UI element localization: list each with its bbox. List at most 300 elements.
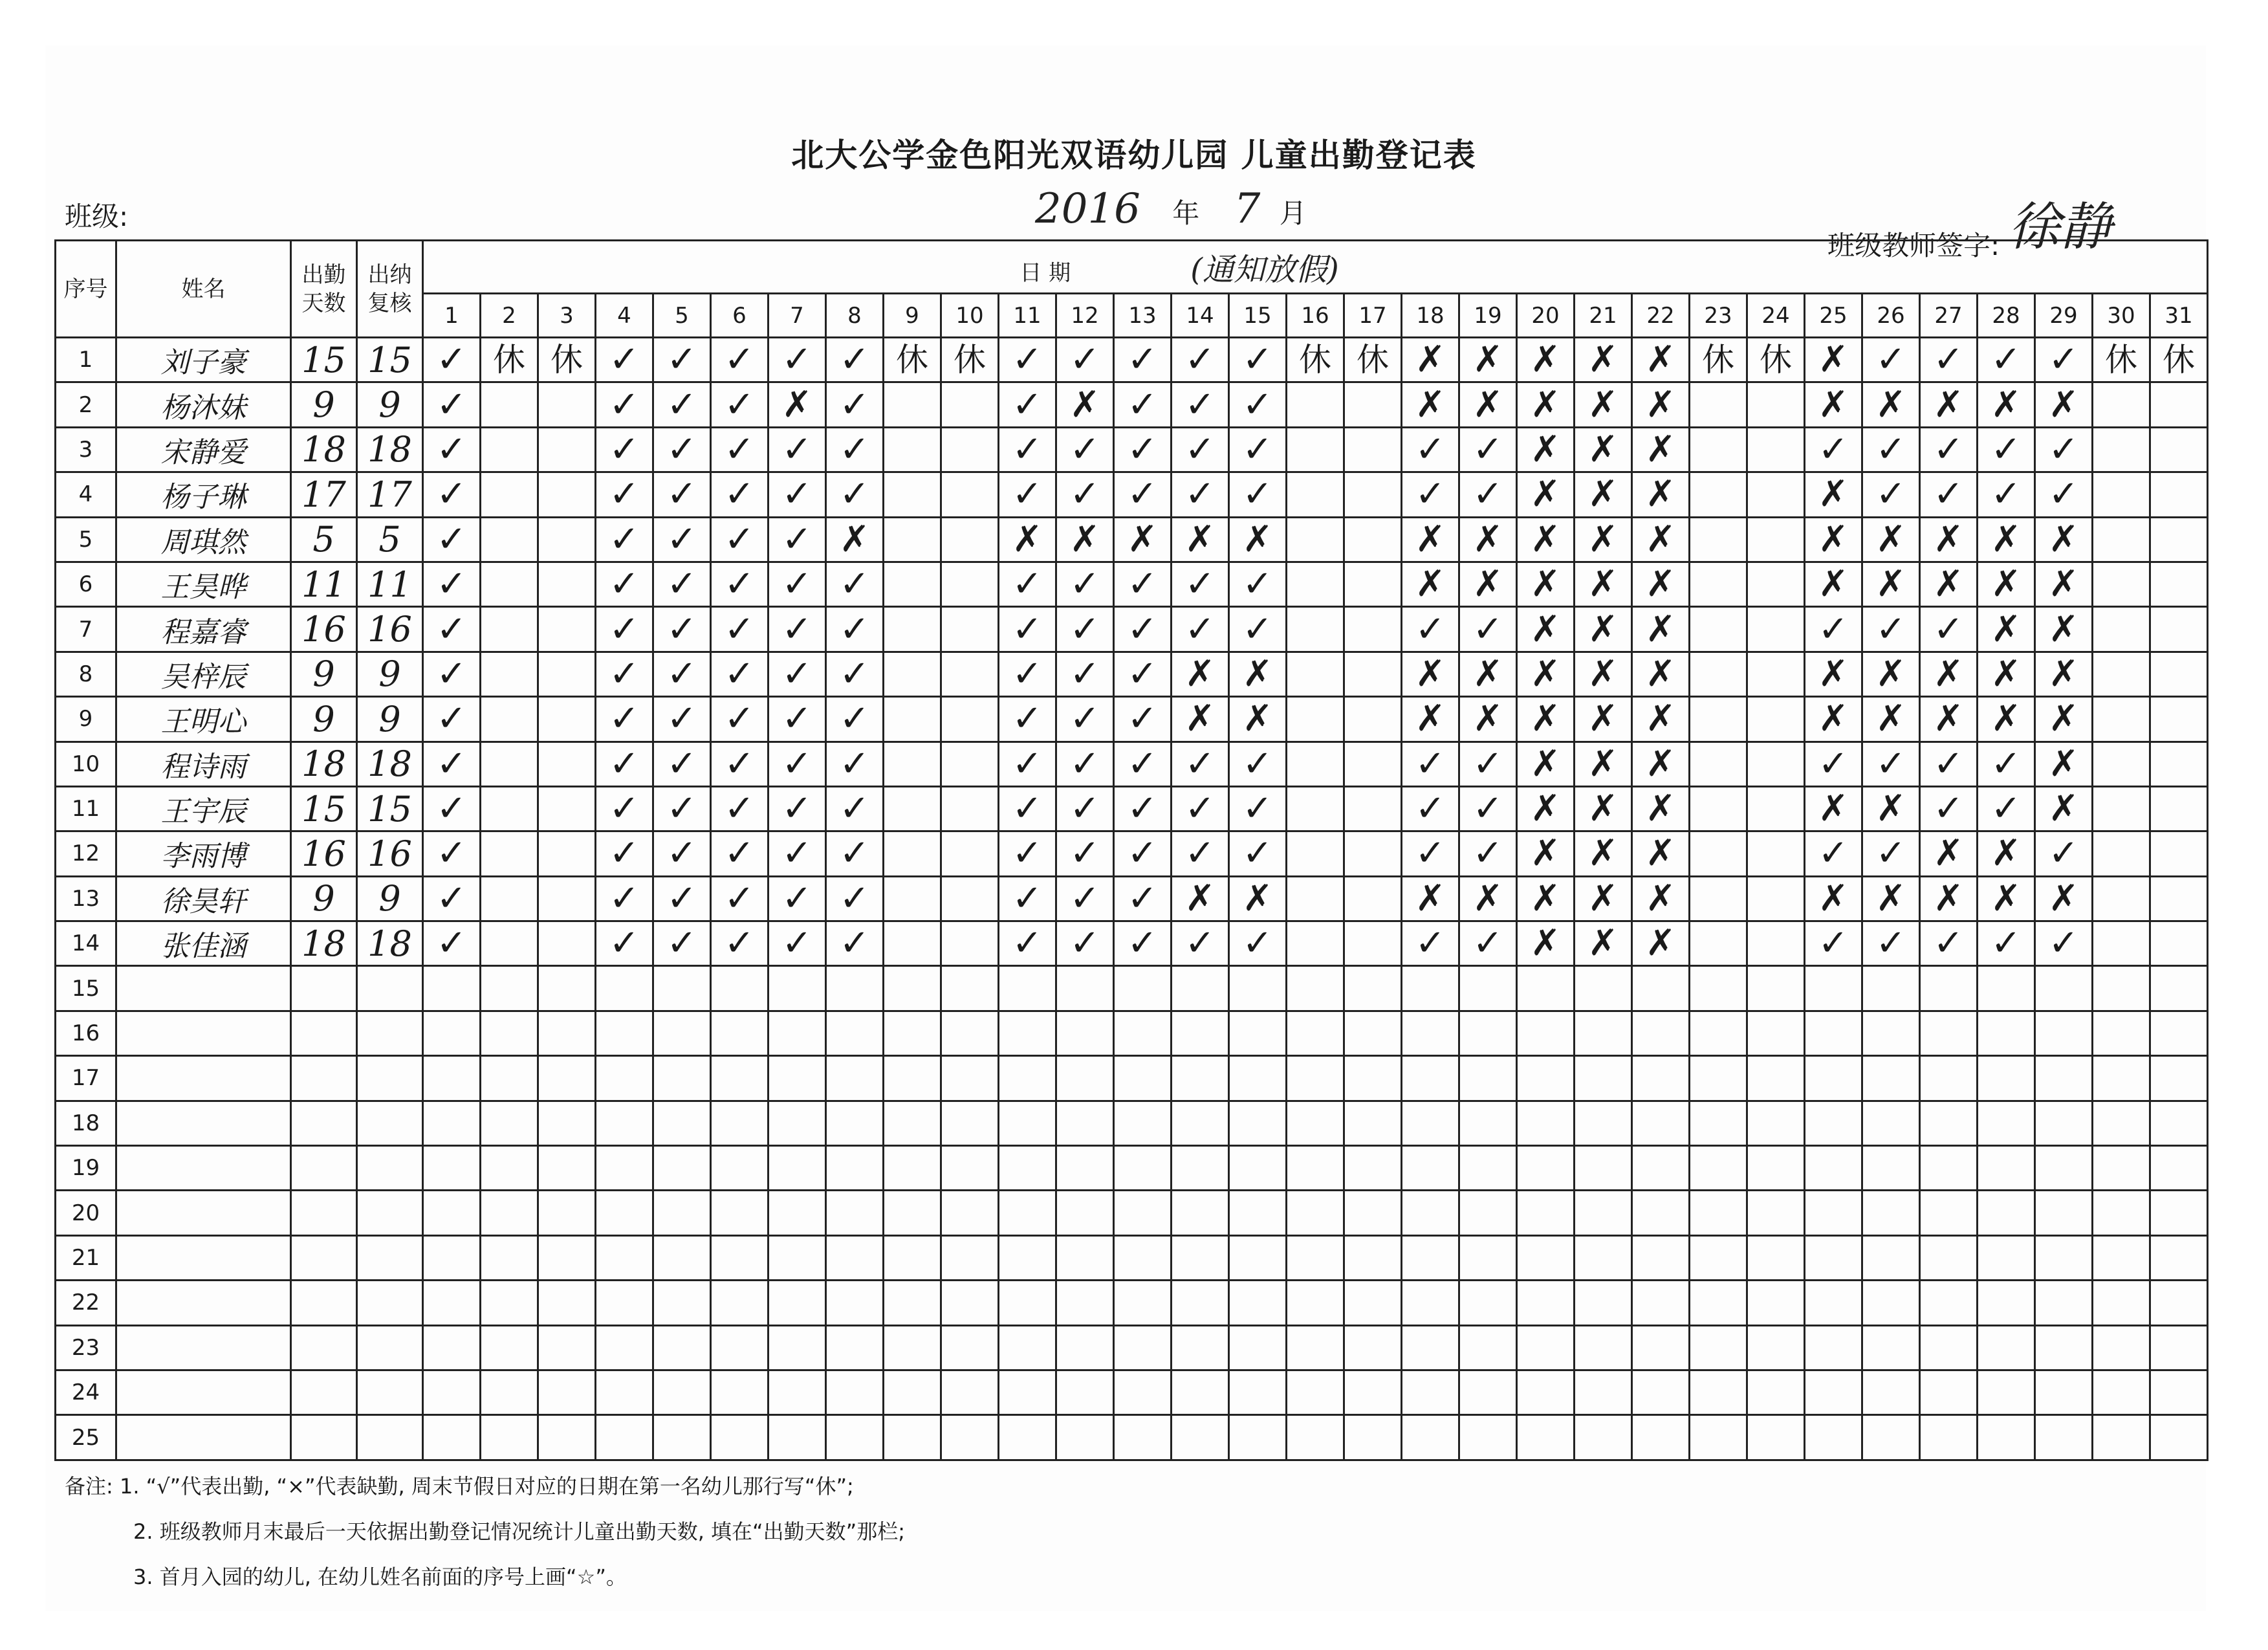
attendance-cell: ✓ (1229, 382, 1287, 427)
attendance-cell (1229, 1370, 1287, 1414)
attendance-cell: ✗ (1402, 652, 1459, 696)
row-number: 12 (56, 831, 116, 876)
attendance-cell: ✗ (1229, 697, 1287, 742)
attendance-cell: ✓ (423, 427, 481, 472)
attendance-cell (1920, 1011, 1978, 1055)
attendance-cell (538, 831, 596, 876)
attendance-cell: ✓ (711, 786, 769, 831)
attendance-cell: ✓ (1056, 921, 1114, 966)
attendance-cell: ✓ (711, 921, 769, 966)
child-name: 宋静爱 (116, 427, 291, 472)
attendance-cell (941, 831, 999, 876)
attendance-cell (596, 1281, 653, 1325)
child-name: 王昊晔 (116, 562, 291, 606)
attendance-cell: ✓ (1862, 831, 1920, 876)
attendance-cell: ✓ (1056, 427, 1114, 472)
attendance-cell (1402, 1325, 1459, 1370)
attendance-cell: ✓ (1172, 382, 1229, 427)
row-number: 2 (56, 382, 116, 427)
attendance-cell: ✓ (769, 697, 826, 742)
attendance-cell: ✓ (1056, 831, 1114, 876)
attendance-cell (538, 921, 596, 966)
attendance-cell (2150, 1415, 2208, 1460)
day-header-15: 15 (1229, 294, 1287, 338)
attendance-cell: 休 (538, 338, 596, 382)
attendance-cell: ✗ (1632, 382, 1690, 427)
attendance-cell (1287, 382, 1344, 427)
table-row (56, 1011, 2208, 1055)
attendance-cell (2093, 472, 2150, 517)
attendance-cell: ✓ (423, 831, 481, 876)
attendance-cell: ✓ (423, 921, 481, 966)
attendance-cell (1402, 1235, 1459, 1280)
attendance-cell: ✓ (1056, 876, 1114, 921)
table-row (56, 831, 2208, 876)
attendance-cell: ✓ (1114, 472, 1172, 517)
note-1: 备注: 1. “√”代表出勤, “×”代表缺勤, 周末节假日对应的日期在第一名幼儿那行写“休”; (65, 1474, 854, 1499)
attendance-cell: ✓ (999, 607, 1056, 652)
child-name: 吴梓辰 (116, 652, 291, 696)
attendance-cell (884, 1281, 941, 1325)
date-header: 日 期 (1020, 260, 1071, 286)
attendance-cell (538, 1370, 596, 1414)
attendance-cell (2150, 1011, 2208, 1055)
attendance-cell: 休 (884, 338, 941, 382)
attendance-cell: ✓ (1862, 921, 1920, 966)
attendance-cell (1690, 966, 1747, 1011)
attendance-cell (1344, 742, 1402, 786)
attendance-cell: ✓ (653, 607, 711, 652)
attendance-cell (1920, 1146, 1978, 1191)
attendance-cell (1978, 1370, 2035, 1414)
attendance-cell: ✗ (1459, 652, 1517, 696)
child-name (116, 1415, 291, 1460)
attendance-cell (2093, 1011, 2150, 1055)
attendance-cell (1344, 517, 1402, 562)
attendance-cell (2093, 742, 2150, 786)
attendance-cell: ✓ (1805, 607, 1862, 652)
attendance-cell (1690, 1281, 1747, 1325)
attendance-cell: ✓ (653, 876, 711, 921)
attendance-cell (1402, 1281, 1459, 1325)
attendance-cell (769, 1370, 826, 1414)
attendance-cell: ✗ (1517, 697, 1575, 742)
cashier-check: 9 (357, 697, 423, 742)
day-header-19: 19 (1459, 294, 1517, 338)
attendance-cell: ✓ (1172, 831, 1229, 876)
cashier-check: 18 (357, 427, 423, 472)
attendance-cell: ✗ (1632, 562, 1690, 606)
attendance-cell (653, 1101, 711, 1145)
day-header-14: 14 (1172, 294, 1229, 338)
attendance-cell (1747, 966, 1805, 1011)
attendance-cell: ✗ (1402, 876, 1459, 921)
attendance-cell: ✗ (1517, 338, 1575, 382)
attendance-cell (2093, 1146, 2150, 1191)
attendance-cell (1805, 1011, 1862, 1055)
attendance-cell (596, 1235, 653, 1280)
attendance-cell (2150, 697, 2208, 742)
attendance-cell (941, 921, 999, 966)
attendance-cell: ✓ (1978, 786, 2035, 831)
attendance-cell (1287, 472, 1344, 517)
attendance-cell (999, 1101, 1056, 1145)
attendance-cell (941, 1191, 999, 1235)
attendance-cell (826, 1281, 884, 1325)
attendance-cell: ✓ (1056, 742, 1114, 786)
attendance-cell: ✗ (1459, 697, 1517, 742)
child-name: 杨子琳 (116, 472, 291, 517)
attendance-cell (1402, 1101, 1459, 1145)
attendance-cell (2093, 1281, 2150, 1325)
attendance-cell (1517, 1146, 1575, 1191)
teacher-signature: 徐静 (2008, 197, 2112, 257)
cashier-check: 9 (357, 382, 423, 427)
attendance-cell (1690, 831, 1747, 876)
attendance-cell: ✓ (2035, 921, 2093, 966)
attendance-cell (1690, 562, 1747, 606)
attendance-cell (769, 1325, 826, 1370)
child-name: 徐昊轩 (116, 876, 291, 921)
attendance-cell: ✗ (1632, 607, 1690, 652)
attendance-cell (1172, 1235, 1229, 1280)
attendance-cell (1459, 1101, 1517, 1145)
attendance-cell (1287, 921, 1344, 966)
attendance-cell (423, 1146, 481, 1191)
attendance-cell (1402, 1191, 1459, 1235)
attendance-cell: ✗ (1229, 876, 1287, 921)
attendance-cell: ✗ (1805, 562, 1862, 606)
attendance-cell (769, 966, 826, 1011)
attendance-cell (1229, 1325, 1287, 1370)
cashier-check (357, 1281, 423, 1325)
attendance-cell: ✗ (1172, 517, 1229, 562)
row-number: 24 (56, 1370, 116, 1414)
attendance-cell (1056, 1281, 1114, 1325)
attendance-cell (1344, 921, 1402, 966)
attendance-cell: ✓ (1114, 831, 1172, 876)
attendance-cell: ✓ (1402, 786, 1459, 831)
attendance-cell (941, 1011, 999, 1055)
attendance-cell (1517, 1191, 1575, 1235)
attendance-cell (1344, 472, 1402, 517)
attendance-cell (1862, 1146, 1920, 1191)
attendance-cell: ✓ (653, 382, 711, 427)
row-number: 10 (56, 742, 116, 786)
attendance-cell: ✗ (1862, 652, 1920, 696)
attendance-cell: ✗ (2035, 382, 2093, 427)
attendance-cell: ✓ (1229, 786, 1287, 831)
attendance-days: 9 (291, 876, 357, 921)
attendance-cell (711, 1191, 769, 1235)
attendance-cell (1229, 1281, 1287, 1325)
attendance-cell: ✓ (999, 338, 1056, 382)
attendance-cell: ✓ (1114, 652, 1172, 696)
attendance-cell (1575, 1325, 1632, 1370)
attendance-cell (1459, 1056, 1517, 1101)
attendance-cell: ✗ (2035, 607, 2093, 652)
attendance-cell (2035, 966, 2093, 1011)
attendance-cell (711, 1281, 769, 1325)
day-header-5: 5 (653, 294, 711, 338)
attendance-cell: ✗ (1978, 517, 2035, 562)
attendance-cell (941, 1146, 999, 1191)
attendance-cell (1402, 1056, 1459, 1101)
attendance-cell: ✓ (1978, 338, 2035, 382)
attendance-cell (1344, 607, 1402, 652)
day-header-4: 4 (596, 294, 653, 338)
attendance-cell (826, 1235, 884, 1280)
attendance-cell: ✓ (1229, 338, 1287, 382)
attendance-cell: ✓ (1402, 742, 1459, 786)
attendance-cell: ✗ (1517, 831, 1575, 876)
attendance-cell (481, 1146, 538, 1191)
attendance-cell (1632, 1011, 1690, 1055)
attendance-cell (884, 382, 941, 427)
attendance-cell: ✗ (1920, 517, 1978, 562)
attendance-cell (1690, 1146, 1747, 1191)
child-name (116, 1011, 291, 1055)
attendance-cell (1632, 1281, 1690, 1325)
attendance-cell (481, 921, 538, 966)
attendance-cell (1805, 1235, 1862, 1280)
attendance-cell (1920, 1281, 1978, 1325)
attendance-cell (1690, 1235, 1747, 1280)
table-row (56, 562, 2208, 606)
attendance-cell (1114, 1235, 1172, 1280)
attendance-cell: ✓ (1920, 338, 1978, 382)
attendance-cell: ✓ (1229, 831, 1287, 876)
attendance-cell (1978, 966, 2035, 1011)
attendance-cell: ✓ (2035, 427, 2093, 472)
child-name (116, 1191, 291, 1235)
attendance-cell: ✗ (2035, 876, 2093, 921)
attendance-cell (1862, 1281, 1920, 1325)
attendance-days: 15 (291, 786, 357, 831)
attendance-cell: ✓ (1805, 831, 1862, 876)
attendance-cell (999, 1191, 1056, 1235)
attendance-cell: ✗ (1517, 427, 1575, 472)
attendance-cell (1690, 786, 1747, 831)
attendance-cell (1344, 786, 1402, 831)
attendance-cell (2150, 876, 2208, 921)
attendance-cell (1805, 1281, 1862, 1325)
cashier-check (357, 1325, 423, 1370)
attendance-cell: ✓ (1402, 831, 1459, 876)
child-name: 王宇辰 (116, 786, 291, 831)
attendance-cell: ✓ (769, 876, 826, 921)
attendance-days (291, 1191, 357, 1235)
attendance-cell (1747, 1281, 1805, 1325)
attendance-cell (538, 1146, 596, 1191)
attendance-cell: ✗ (1920, 697, 1978, 742)
attendance-cell: ✓ (1114, 786, 1172, 831)
attendance-cell (1172, 1146, 1229, 1191)
row-number: 15 (56, 966, 116, 1011)
attendance-cell: ✗ (1632, 338, 1690, 382)
attendance-cell: 休 (1690, 338, 1747, 382)
attendance-cell (1344, 966, 1402, 1011)
note-2: 2. 班级教师月末最后一天依据出勤登记情况统计儿童出勤天数, 填在“出勤天数”那栏; (133, 1519, 905, 1544)
attendance-cell (1344, 1415, 1402, 1460)
attendance-cell: ✗ (1632, 652, 1690, 696)
attendance-cell: ✓ (1229, 562, 1287, 606)
attendance-cell (653, 1235, 711, 1280)
attendance-cell (481, 1281, 538, 1325)
attendance-cell (2093, 1415, 2150, 1460)
attendance-cell: ✗ (1575, 697, 1632, 742)
attendance-cell: ✓ (1114, 607, 1172, 652)
attendance-cell: ✗ (1517, 652, 1575, 696)
child-name: 杨沐妹 (116, 382, 291, 427)
attendance-cell: ✓ (596, 607, 653, 652)
attendance-cell: ✗ (1978, 652, 2035, 696)
attendance-cell (711, 1056, 769, 1101)
attendance-cell: ✓ (711, 876, 769, 921)
attendance-cell (2093, 562, 2150, 606)
attendance-cell (1978, 1415, 2035, 1460)
attendance-cell (1632, 1325, 1690, 1370)
attendance-cell (1747, 607, 1805, 652)
attendance-cell: ✓ (423, 517, 481, 562)
attendance-cell: ✓ (653, 472, 711, 517)
cashier-check: 15 (357, 786, 423, 831)
date-line (1035, 185, 1307, 233)
child-name (116, 1101, 291, 1145)
attendance-cell (481, 1191, 538, 1235)
cashier-check (357, 1011, 423, 1055)
attendance-cell (1920, 1056, 1978, 1101)
attendance-days: 9 (291, 697, 357, 742)
attendance-cell (1747, 517, 1805, 562)
child-name: 张佳涵 (116, 921, 291, 966)
table-row (56, 382, 2208, 427)
attendance-cell (1747, 1056, 1805, 1101)
attendance-cell (538, 742, 596, 786)
attendance-cell (769, 1281, 826, 1325)
attendance-cell (711, 1146, 769, 1191)
attendance-cell (481, 562, 538, 606)
attendance-cell (769, 1101, 826, 1145)
attendance-cell: ✓ (1805, 742, 1862, 786)
attendance-cell: ✓ (1172, 921, 1229, 966)
attendance-cell (1517, 1281, 1575, 1325)
attendance-cell: ✓ (1172, 742, 1229, 786)
attendance-cell (1575, 1056, 1632, 1101)
holiday-note: (通知放假) (1190, 252, 1339, 288)
attendance-cell: ✓ (1402, 921, 1459, 966)
attendance-cell (1690, 1191, 1747, 1235)
attendance-cell: ✓ (769, 921, 826, 966)
attendance-cell: ✓ (1920, 921, 1978, 966)
attendance-cell: ✗ (1575, 338, 1632, 382)
attendance-cell (1287, 1011, 1344, 1055)
attendance-cell (2150, 427, 2208, 472)
attendance-cell (1920, 966, 1978, 1011)
attendance-cell: ✓ (826, 382, 884, 427)
attendance-cell (1575, 1415, 1632, 1460)
attendance-cell (1747, 472, 1805, 517)
attendance-cell (481, 697, 538, 742)
attendance-cell (1114, 1146, 1172, 1191)
day-header-2: 2 (481, 294, 538, 338)
attendance-cell (1287, 1191, 1344, 1235)
attendance-cell (1690, 1325, 1747, 1370)
attendance-days: 16 (291, 831, 357, 876)
attendance-cell (826, 1370, 884, 1414)
attendance-cell (2035, 1235, 2093, 1280)
attendance-cell: ✗ (1459, 338, 1517, 382)
attendance-cell (884, 831, 941, 876)
attendance-days (291, 1415, 357, 1460)
attendance-cell: 休 (2150, 338, 2208, 382)
cashier-check: 18 (357, 921, 423, 966)
attendance-days (291, 1146, 357, 1191)
attendance-cell: ✓ (1402, 427, 1459, 472)
notes-section (65, 1464, 905, 1600)
attendance-cell (769, 1056, 826, 1101)
attendance-cell (1920, 1101, 1978, 1145)
cashier-check: 17 (357, 472, 423, 517)
attendance-cell: ✗ (1978, 697, 2035, 742)
attendance-cell (481, 1056, 538, 1101)
attendance-cell: ✗ (1805, 338, 1862, 382)
attendance-cell (596, 1370, 653, 1414)
attendance-cell (1632, 1056, 1690, 1101)
attendance-cell (2150, 607, 2208, 652)
attendance-cell (1920, 1325, 1978, 1370)
attendance-cell (1344, 1011, 1402, 1055)
row-number: 18 (56, 1101, 116, 1145)
attendance-cell: ✓ (1229, 472, 1287, 517)
attendance-cell (481, 1101, 538, 1145)
attendance-cell (2150, 786, 2208, 831)
attendance-cell (1344, 427, 1402, 472)
attendance-cell: ✓ (711, 517, 769, 562)
attendance-cell (1805, 1101, 1862, 1145)
attendance-cell (941, 472, 999, 517)
table-row (56, 1235, 2208, 1280)
attendance-cell: ✓ (999, 831, 1056, 876)
attendance-cell (1459, 966, 1517, 1011)
attendance-cell (1747, 562, 1805, 606)
attendance-days (291, 1011, 357, 1055)
attendance-cell (538, 1191, 596, 1235)
child-name (116, 1146, 291, 1191)
attendance-cell: ✓ (423, 742, 481, 786)
attendance-cell (1402, 1370, 1459, 1414)
attendance-cell (941, 742, 999, 786)
attendance-cell: ✓ (1114, 338, 1172, 382)
attendance-cell: ✓ (826, 427, 884, 472)
attendance-days (291, 966, 357, 1011)
attendance-cell: ✓ (596, 562, 653, 606)
child-name: 王明心 (116, 697, 291, 742)
attendance-cell (538, 876, 596, 921)
attendance-cell (1114, 1011, 1172, 1055)
class-label: 班级: (65, 201, 129, 232)
attendance-cell: ✗ (2035, 742, 2093, 786)
attendance-cell (711, 1235, 769, 1280)
attendance-cell (826, 1101, 884, 1145)
teacher-label: 班级教师签字: (1827, 230, 2000, 261)
attendance-cell (1862, 1235, 1920, 1280)
attendance-days (291, 1235, 357, 1280)
attendance-cell: ✗ (1978, 607, 2035, 652)
attendance-days: 11 (291, 562, 357, 606)
attendance-cell: ✓ (999, 876, 1056, 921)
attendance-cell (941, 786, 999, 831)
